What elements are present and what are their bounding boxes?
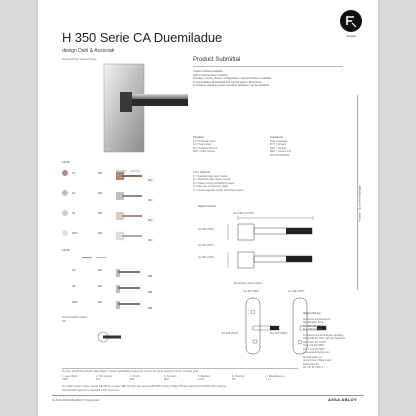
side-tab-label: Fusital · Door lever/Spingle xyxy=(357,185,362,222)
finish-suffix: RP xyxy=(98,171,103,175)
function-list-item: MLP/PC/PE/FBM xyxy=(270,153,290,157)
rosette-options-label: Rosette/options Option xyxy=(62,316,88,319)
dim-width: mm 136.5 (5.375") xyxy=(233,212,255,215)
trim-options-list xyxy=(193,175,313,192)
function-list-item: PCE = passage xyxy=(270,140,288,143)
order-column xyxy=(164,375,194,382)
submittal-line: A complete selection of door operating hardware may be available. xyxy=(193,84,270,88)
contact-right-block xyxy=(303,334,363,354)
finish-suffix: RP xyxy=(98,191,103,195)
hero-handle-image xyxy=(100,60,192,160)
order-column xyxy=(130,375,160,382)
order-column-label: 2. Trim options xyxy=(96,375,113,378)
finish-header: Finish xyxy=(62,160,71,164)
order-column-row xyxy=(62,375,298,382)
function-list-item: DMY = dummy xyxy=(270,146,287,150)
finish-code: 10 xyxy=(72,191,76,195)
trim-option-item: Q = Standard plain square rosette xyxy=(193,178,231,182)
order-column-value: x x x xyxy=(266,378,272,382)
contact-line: Architectural and Designers Building xyxy=(303,334,344,337)
order-divider xyxy=(62,368,298,369)
contact-company: Hafele USA Inc. xyxy=(303,312,322,315)
order-column-value: 2-3/4" xyxy=(198,378,205,382)
order-column-label: 4. Function xyxy=(164,375,177,378)
functions-list-header: Functions xyxy=(270,135,284,139)
submittal-divider xyxy=(193,66,343,67)
dim-h3: mm 60 (2.36") xyxy=(198,256,215,259)
order-column-label: 5. Backset xyxy=(198,375,210,378)
trim-options-header: Trim Options xyxy=(193,170,211,174)
product-submittal-title: Product Submittal xyxy=(193,57,241,63)
trim-option-item: T = Interchangeable styling escutcheon plates xyxy=(193,188,244,192)
order-column-value: R-P xyxy=(96,378,101,382)
dim-h1: mm 68 (2.68") xyxy=(198,228,215,231)
esc-width-2: mm 48 (1.89") xyxy=(288,290,305,293)
finish2-sub: ER xyxy=(148,290,153,294)
finish-swatch-14 xyxy=(62,170,68,176)
page-title: H 350 Serie CA Duemiladue xyxy=(62,30,223,45)
order-column xyxy=(62,375,92,382)
materials-line: Material/Finish Vedere/Chiave xyxy=(62,58,97,61)
trim-option-item: R = Pattern styling escutcheon plates xyxy=(193,181,235,185)
assa-abloy-logo: ASSA ABLOY xyxy=(328,397,357,402)
finish-swatch-10 xyxy=(62,190,68,196)
dim-h2: mm 50 (1.97") xyxy=(198,244,215,247)
footer-rule xyxy=(52,395,364,396)
finish-sub: RQ xyxy=(148,178,153,182)
contact-line: Architects and Designers xyxy=(303,318,331,321)
finish-list-item: 14 = Polished nickel xyxy=(193,140,216,143)
contact-line: Tel. 336 889 2322 xyxy=(303,324,323,328)
contact-line: Tel 1 212 111 5566 xyxy=(303,344,324,348)
function-list-item: MLP = mortise lock xyxy=(270,150,292,154)
order-column-label: 7. Miscellaneous xyxy=(266,375,285,378)
escutcheon-header: Escutcheon plates Option xyxy=(234,282,263,285)
finish-header-2: Finish xyxy=(62,248,71,252)
contact-line: Tel +17 01 2587 3 xyxy=(303,366,323,370)
fusital-logo-icon xyxy=(340,10,362,32)
lever-dimension-drawing xyxy=(198,216,318,281)
finish-code: 26D xyxy=(72,231,78,235)
submittal-line: Spring assisted lever machine xyxy=(193,73,228,77)
contact-right2-block xyxy=(303,356,363,370)
submittal-line: Accommodates all standard and special system dimensions. xyxy=(193,80,263,84)
finish2-suffix: EP xyxy=(98,300,103,304)
contact-line: New York, NY 10001 xyxy=(303,340,327,344)
order-column xyxy=(96,375,126,382)
order-column xyxy=(198,375,228,382)
order-column-label: 3. Finish xyxy=(130,375,140,378)
order-column-label: 6. Handing xyxy=(232,375,245,378)
contact-line: Fax 1 212 111 5567 xyxy=(303,347,325,351)
lever-finish-thumbnail xyxy=(116,168,144,186)
finish2-code: 15 xyxy=(72,268,76,272)
functions-list xyxy=(270,140,340,157)
brand-name: Fusital xyxy=(346,34,356,38)
order-example: For small models: please specify RB-AR trim models. RB coming is the same as RB-PRP pricing. Privacy PB also required XXX RDP when ordering. xyxy=(62,385,227,388)
finish2-code: 26D xyxy=(72,300,78,304)
styles-shown-header: Styles Shown xyxy=(198,204,217,208)
designer-line: design Dahl & Associati xyxy=(62,48,115,54)
lever-finish-thumbnail xyxy=(116,188,144,206)
finishes-list xyxy=(193,140,263,154)
finish2-sub: ER xyxy=(148,274,153,278)
esc-height-2: mm 225 (8.86") xyxy=(270,332,288,335)
lever-finish-thumbnail xyxy=(116,208,144,226)
finish-list-item: 26 = Polished chrome xyxy=(193,146,218,150)
order-column-value: H350 xyxy=(62,378,68,382)
finish-suffix: RP xyxy=(98,231,103,235)
trim-option-item: S = Alternate escutcheon plates xyxy=(193,185,229,189)
lever-finish-thumbnail xyxy=(116,228,144,246)
finish-sub: RQ xyxy=(148,218,153,222)
finish-sub: RQ xyxy=(148,198,153,202)
submittal-line: Passage, privacy, dummy configurations, interior hardware available. xyxy=(193,77,272,81)
submittal-description xyxy=(193,70,343,88)
order-column-label: 1. Lever/Knob xyxy=(62,375,78,378)
esc-height-1: mm 208 (8.19") xyxy=(221,332,239,335)
finish2-suffix: EP xyxy=(98,284,103,288)
finish-swatch-31 xyxy=(62,210,68,216)
finish2-code: 26 xyxy=(72,284,76,288)
contact-line: Fax 336 431 3831 xyxy=(303,328,324,332)
submittal-page xyxy=(38,0,378,416)
contact-left-block xyxy=(303,318,363,332)
order-column xyxy=(232,375,262,382)
finish-list-item: 10 = Satin nickel xyxy=(193,143,212,147)
finish-suffix: RP xyxy=(98,211,103,215)
function-list-item: PCY = privacy xyxy=(270,143,286,147)
finish-list-item: 26D = Satin chrome xyxy=(193,150,216,154)
finish-code: 31 xyxy=(72,211,76,215)
order-column-value: 26D xyxy=(130,378,135,382)
order-instructions: To order individual products: Alternatively, product specifications are to be used in the same sequence as the example given. xyxy=(62,370,200,373)
rosette-finish-thumbnail xyxy=(116,296,144,314)
contact-line: Specification Desk xyxy=(303,321,324,325)
contact-line: www.assaabloydss.com xyxy=(303,351,330,355)
order-columns xyxy=(62,375,298,382)
contact-line: ASSA ABLOY Door Security Solutions xyxy=(303,337,346,341)
contact-line: Vesta Corso Il Baia Aval 2 xyxy=(303,359,332,363)
order-column xyxy=(266,375,296,382)
finish2-sub: ER xyxy=(148,306,153,310)
finish2-suffix: EP xyxy=(98,268,103,272)
finish-code: 14 xyxy=(72,171,76,175)
trim-option-item: P = Standard plain style rosette xyxy=(193,175,228,178)
contact-line: Scandinavian Co. xyxy=(303,356,323,359)
rosette-thumbnail-icon xyxy=(82,247,108,265)
rosette-sub-label: RP xyxy=(62,320,66,323)
order-example-2: *RQ-510-RP required for standard 2-1/8" cross bore. xyxy=(62,389,121,392)
esc-width: mm 48 (1.89") xyxy=(243,290,260,293)
rosette-lever-icon xyxy=(98,330,122,349)
submittal-line: Custom finishes available. xyxy=(193,70,224,73)
footer-left-text: Fu-FUS-0400 ASSA ABLOY Group brand xyxy=(52,399,100,402)
contact-line: Pellenstein 10 xyxy=(303,362,319,366)
finishes-list-header: Finishes xyxy=(193,135,205,139)
finish-sub: RQ xyxy=(148,238,153,242)
order-column-value: RH xyxy=(232,378,236,382)
order-column-value: MLP xyxy=(164,378,170,382)
finish-swatch-26d xyxy=(62,230,68,236)
